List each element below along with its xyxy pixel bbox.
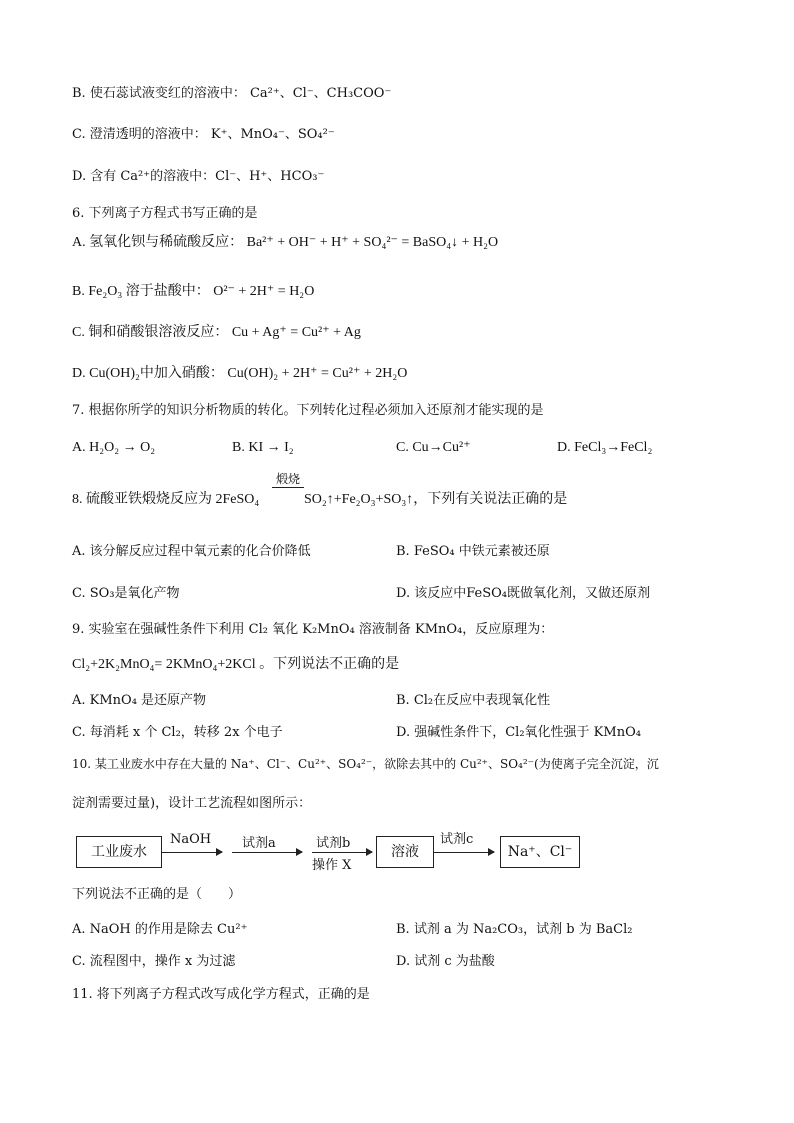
process-flow-diagram xyxy=(72,826,592,876)
flow-label-reagent-b: 试剂b xyxy=(316,836,351,851)
q5-option-d: D. 含有 Ca²⁺的溶液中：Cl⁻、H⁺、HCO₃⁻ xyxy=(72,169,325,184)
flow-label-operation-x: 操作 X xyxy=(312,858,352,873)
q10-option-b: B. 试剂 a 为 Na₂CO₃，试剂 b 为 BaCl₂ xyxy=(396,922,633,937)
q7-option-d: D. FeCl₃→FeCl₂ xyxy=(557,440,653,455)
q11-stem: 11. 将下列离子方程式改写成化学方程式，正确的是 xyxy=(72,987,370,1002)
flow-label-naoh: NaOH xyxy=(170,832,212,847)
q6-stem: 6. 下列离子方程式书写正确的是 xyxy=(72,206,258,221)
q10-option-a: A. NaOH 的作用是除去 Cu²⁺ xyxy=(72,922,248,937)
flow-arrow-4 xyxy=(434,852,494,853)
q9-option-d: D. 强碱性条件下，Cl₂氧化性强于 KMnO₄ xyxy=(396,725,641,740)
q8-stem-post: SO₂↑+Fe₂O₃+SO₃↑，下列有关说法正确的是 xyxy=(304,492,568,507)
q8-option-a: A. 该分解反应过程中氧元素的化合价降低 xyxy=(72,544,311,559)
q6-option-a: A. 氢氧化钡与稀硫酸反应： Ba²⁺ + OH⁻ + H⁺ + SO₄²⁻ = BaSO₄↓ + H₂O xyxy=(72,235,499,250)
q7-stem: 7. 根据你所学的知识分析物质的转化。下列转化过程必须加入还原剂才能实现的是 xyxy=(72,403,544,418)
q10-stem-continued: 淀剂需要过量)，设计工艺流程如图所示： xyxy=(72,796,312,811)
flow-solution-box: 溶液 xyxy=(376,836,434,868)
q6-option-b: B. Fe₂O₃ 溶于盐酸中： O²⁻ + 2H⁺ = H₂O xyxy=(72,284,315,299)
q8-option-c: C. SO₃是氧化产物 xyxy=(72,586,180,601)
q9-option-c: C. 每消耗 x 个 Cl₂，转移 2x 个电子 xyxy=(72,725,283,740)
flow-arrow-3 xyxy=(312,852,372,853)
q7-option-b: B. KI → I₂ xyxy=(232,440,294,455)
q7-option-a: A. H₂O₂ → O₂ xyxy=(72,440,156,455)
q8-reaction-condition: 煅烧 xyxy=(272,471,304,488)
q9-option-a: A. KMnO₄ 是还原产物 xyxy=(72,693,207,708)
q10-option-d: D. 试剂 c 为盐酸 xyxy=(396,954,495,969)
q5-option-b: B. 使石蕊试液变红的溶液中： Ca²⁺、Cl⁻、CH₃COO⁻ xyxy=(72,86,392,101)
q7-option-c: C. Cu→Cu²⁺ xyxy=(396,440,471,455)
q6-option-c: C. 铜和硝酸银溶液反应： Cu + Ag⁺ = Cu²⁺ + Ag xyxy=(72,325,361,340)
flow-arrow-1 xyxy=(162,852,222,853)
flow-arrow-2 xyxy=(232,852,302,853)
q10-stem: 10. 某工业废水中存在大量的 Na⁺、Cl⁻、Cu²⁺、SO₄²⁻，欲除去其中的 Cu²⁺、SO₄²⁻(为使离子完全沉淀，沉 xyxy=(72,757,659,771)
q5-option-c: C. 澄清透明的溶液中： K⁺、MnO₄⁻、SO₄²⁻ xyxy=(72,127,335,142)
flow-label-reagent-c: 试剂c xyxy=(440,832,474,847)
q9-stem: 9. 实验室在强碱性条件下利用 Cl₂ 氧化 K₂MnO₄ 溶液制备 KMnO₄，反应原理为： xyxy=(72,622,554,637)
flow-start-box: 工业废水 xyxy=(76,836,162,868)
q8-option-d: D. 该反应中FeSO₄既做氧化剂，又做还原剂 xyxy=(396,586,651,601)
flow-end-box: Na⁺、Cl⁻ xyxy=(500,836,580,868)
q8-option-b: B. FeSO₄ 中铁元素被还原 xyxy=(396,544,550,559)
q8-stem-pre: 8. 硫酸亚铁煅烧反应为 2FeSO₄ xyxy=(72,492,260,507)
q9-equation: Cl₂+2K₂MnO₄= 2KMnO₄+2KCl 。下列说法不正确的是 xyxy=(72,657,400,672)
q9-option-b: B. Cl₂在反应中表现氧化性 xyxy=(396,693,551,708)
q10-option-c: C. 流程图中，操作 x 为过滤 xyxy=(72,954,236,969)
q6-option-d: D. Cu(OH)₂中加入硝酸： Cu(OH)₂ + 2H⁺ = Cu²⁺ + 2H₂O xyxy=(72,366,408,381)
q10-ask: 下列说法不正确的是（ ） xyxy=(72,887,242,902)
flow-label-reagent-a: 试剂a xyxy=(242,836,276,851)
